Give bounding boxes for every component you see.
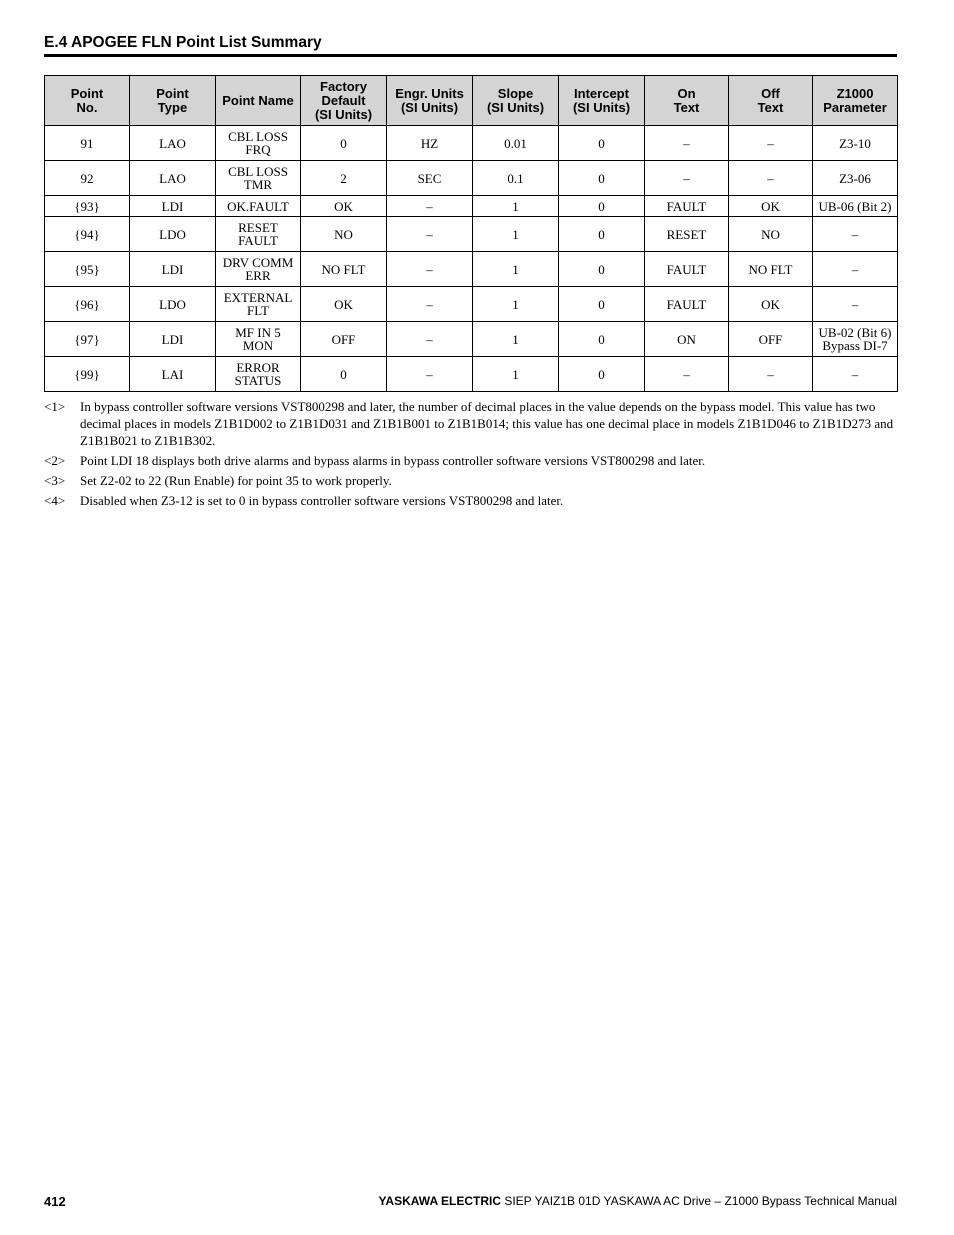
table-cell <box>645 322 729 357</box>
table-cell <box>813 161 898 196</box>
cell-text: – <box>851 261 859 277</box>
header-text: Off <box>761 85 780 101</box>
cell-text: {93} <box>74 198 100 214</box>
cell-text: SEC <box>417 170 442 186</box>
column-header <box>387 76 473 126</box>
footnote-text: Point LDI 18 displays both drive alarms and bypass alarms in bypass controller software versions VST800298 and later. <box>80 453 706 468</box>
table-cell <box>645 217 729 252</box>
column-header <box>301 76 387 126</box>
header-text: Parameter <box>823 99 887 115</box>
table-cell <box>813 126 898 161</box>
table-cell <box>45 252 130 287</box>
table-cell <box>45 196 130 217</box>
table-cell <box>729 217 813 252</box>
cell-text: – <box>851 226 859 242</box>
table-cell <box>729 252 813 287</box>
table-cell <box>729 126 813 161</box>
table-cell <box>813 322 898 357</box>
document-footer <box>379 1194 897 1208</box>
cell-text: OK <box>334 296 353 312</box>
cell-text: CBL LOSS <box>228 164 288 179</box>
cell-text: – <box>683 366 690 382</box>
table-cell <box>45 217 130 252</box>
column-header <box>45 76 130 126</box>
cell-text: {99} <box>74 366 100 382</box>
table-cell <box>473 287 559 322</box>
table-cell <box>559 196 645 217</box>
cell-text: {94} <box>74 226 100 242</box>
cell-text: OK <box>761 296 780 312</box>
table-cell <box>130 161 216 196</box>
table-row <box>45 217 898 252</box>
cell-text: FAULT <box>666 198 707 214</box>
cell-text: 2 <box>340 170 347 186</box>
table-cell <box>45 322 130 357</box>
footnotes <box>44 398 897 512</box>
table-cell <box>130 196 216 217</box>
footer-document-title: SIEP YAIZ1B 01D YASKAWA AC Drive – Z1000 Bypass Technical Manual <box>504 1194 897 1208</box>
footnote-text: Set Z2-02 to 22 (Run Enable) for point 35 to work properly. <box>80 473 392 488</box>
header-text: On <box>677 85 696 101</box>
table-cell <box>559 252 645 287</box>
table-cell <box>645 357 729 392</box>
footnote-marker: <3> <box>44 473 66 488</box>
cell-text: TMR <box>243 177 273 192</box>
column-header <box>473 76 559 126</box>
table-cell <box>645 196 729 217</box>
cell-text: FLT <box>247 303 269 318</box>
cell-text: NO <box>334 226 353 242</box>
cell-text: MON <box>242 338 274 353</box>
table-cell <box>729 196 813 217</box>
footnote <box>44 452 897 469</box>
header-text: Factory <box>320 78 367 94</box>
footnote-text: Disabled when Z3-12 is set to 0 in bypass controller software versions VST800298 and later. <box>80 493 564 508</box>
cell-text: – <box>851 366 859 382</box>
cell-text: – <box>683 170 690 186</box>
table-row <box>45 287 898 322</box>
table-cell <box>473 126 559 161</box>
table-cell <box>645 252 729 287</box>
table-cell <box>559 217 645 252</box>
table-cell <box>216 196 301 217</box>
cell-text: FAULT <box>666 261 707 277</box>
table-cell <box>387 252 473 287</box>
table-cell <box>45 161 130 196</box>
column-header <box>216 76 301 126</box>
cell-text: LDO <box>159 296 186 312</box>
column-header <box>729 76 813 126</box>
header-text: Slope <box>497 85 534 101</box>
cell-text: ERROR <box>236 360 280 375</box>
header-text: No. <box>76 99 98 115</box>
table-cell <box>216 126 301 161</box>
cell-text: – <box>767 366 774 382</box>
cell-text: 0 <box>598 261 605 277</box>
cell-text: LDI <box>161 198 184 214</box>
cell-text: Z3-06 <box>839 170 871 186</box>
table-cell <box>387 161 473 196</box>
column-header <box>645 76 729 126</box>
cell-text: Z3-10 <box>839 135 871 151</box>
cell-text: 1 <box>512 366 519 382</box>
table-cell <box>301 161 387 196</box>
cell-text: ON <box>677 331 696 347</box>
table-row <box>45 161 898 196</box>
cell-text: LAO <box>159 170 186 186</box>
footnote-marker: <4> <box>44 493 66 508</box>
header-text: Point Name <box>222 92 294 108</box>
table-cell <box>216 322 301 357</box>
cell-text: CBL LOSS <box>228 129 288 144</box>
table-cell <box>387 217 473 252</box>
cell-text: DRV COMM <box>222 255 294 270</box>
table-cell <box>130 287 216 322</box>
table-cell <box>387 357 473 392</box>
table-cell <box>729 161 813 196</box>
cell-text: FAULT <box>666 296 707 312</box>
footnote <box>44 492 897 509</box>
cell-text: 1 <box>512 226 519 242</box>
cell-text: – <box>426 366 433 382</box>
table-cell <box>301 126 387 161</box>
header-text: Type <box>157 99 188 115</box>
table-cell <box>45 126 130 161</box>
cell-text: NO FLT <box>748 261 793 277</box>
table-cell <box>130 217 216 252</box>
cell-text: UB-06 (Bit 2) <box>818 198 892 214</box>
cell-text: – <box>426 198 433 214</box>
table-cell <box>301 252 387 287</box>
cell-text: EXTERNAL <box>223 290 293 305</box>
header-text: Point <box>70 85 104 101</box>
cell-text: NO <box>761 226 780 242</box>
cell-text: – <box>767 170 774 186</box>
table-cell <box>216 357 301 392</box>
cell-text: 91 <box>80 135 94 151</box>
cell-text: RESET <box>666 226 707 242</box>
cell-text: – <box>426 226 433 242</box>
table-cell <box>130 357 216 392</box>
table-cell <box>813 287 898 322</box>
cell-text: Bypass DI-7 <box>822 338 888 353</box>
cell-text: {97} <box>74 331 100 347</box>
cell-text: OFF <box>331 331 356 347</box>
table-header-row <box>45 76 898 126</box>
cell-text: {95} <box>74 261 100 277</box>
cell-text: LDI <box>161 331 184 347</box>
table-cell <box>559 287 645 322</box>
cell-text: OK <box>761 198 780 214</box>
table-cell <box>387 322 473 357</box>
table-cell <box>301 357 387 392</box>
table-cell <box>216 287 301 322</box>
header-text: Z1000 <box>836 85 874 101</box>
table-row <box>45 126 898 161</box>
table-cell <box>729 357 813 392</box>
table-cell <box>130 252 216 287</box>
cell-text: 92 <box>80 170 94 186</box>
cell-text: 0 <box>598 226 605 242</box>
table-cell <box>645 161 729 196</box>
header-text: Intercept <box>574 85 629 101</box>
header-text: (SI Units) <box>486 99 545 115</box>
cell-text: 0 <box>598 198 605 214</box>
cell-text: LAI <box>161 366 184 382</box>
column-header <box>559 76 645 126</box>
table-cell <box>216 161 301 196</box>
cell-text: LDI <box>161 261 184 277</box>
cell-text: MF IN 5 <box>235 325 281 340</box>
header-text: Engr. Units <box>395 85 464 101</box>
cell-text: STATUS <box>234 373 282 388</box>
header-text: Default <box>321 92 366 108</box>
cell-text: – <box>426 331 433 347</box>
footnote-text: In bypass controller software versions VST800298 and later, the number of decimal places in the value depends on the bypass model. This value has two decimal places in models Z1B1D002 to Z1B1D031 and Z1B1B001 to Z1B1B014; this value has one decimal place in models Z1B1D046 to Z1B1D273 and Z1B1B021 to Z1B1B302. <box>80 399 894 448</box>
table-cell <box>473 196 559 217</box>
table-cell <box>301 217 387 252</box>
section-title: E.4 APOGEE FLN Point List Summary <box>44 33 897 57</box>
column-header <box>130 76 216 126</box>
table-row <box>45 357 898 392</box>
table-cell <box>301 287 387 322</box>
table-row <box>45 322 898 357</box>
table-cell <box>559 357 645 392</box>
table-cell <box>45 357 130 392</box>
cell-text: 0 <box>598 170 605 186</box>
cell-text: OK <box>334 198 353 214</box>
table-cell <box>216 252 301 287</box>
table-cell <box>645 287 729 322</box>
cell-text: FAULT <box>238 233 278 248</box>
cell-text: OFF <box>758 331 783 347</box>
cell-text: FRQ <box>245 142 271 157</box>
cell-text: – <box>683 135 690 151</box>
cell-text: 0 <box>598 331 605 347</box>
cell-text: 0 <box>340 135 347 151</box>
table-body <box>45 126 898 392</box>
table-cell <box>130 322 216 357</box>
cell-text: 0.1 <box>507 170 524 186</box>
cell-text: – <box>426 261 433 277</box>
cell-text: 1 <box>512 331 519 347</box>
table-cell <box>387 196 473 217</box>
table-cell <box>473 357 559 392</box>
table-cell <box>216 217 301 252</box>
cell-text: 0 <box>598 135 605 151</box>
page-number: 412 <box>44 1194 66 1209</box>
table-cell <box>301 196 387 217</box>
header-text: Text <box>757 99 784 115</box>
table-row <box>45 196 898 217</box>
footnote-marker: <1> <box>44 399 66 414</box>
cell-text: LDO <box>159 226 186 242</box>
cell-text: OK.FAULT <box>227 198 289 214</box>
footnote-marker: <2> <box>44 453 66 468</box>
footnote <box>44 398 897 449</box>
table-cell <box>473 161 559 196</box>
cell-text: 1 <box>512 261 519 277</box>
table-cell <box>645 126 729 161</box>
cell-text: {96} <box>74 296 100 312</box>
cell-text: ERR <box>245 268 271 283</box>
cell-text: 0 <box>598 366 605 382</box>
cell-text: LAO <box>159 135 186 151</box>
table-cell <box>813 217 898 252</box>
header-text: (SI Units) <box>400 99 459 115</box>
table-cell <box>301 322 387 357</box>
point-list-table <box>44 75 898 392</box>
header-text: (SI Units) <box>314 106 373 122</box>
table-cell <box>729 322 813 357</box>
table-cell <box>559 161 645 196</box>
cell-text: HZ <box>420 135 439 151</box>
cell-text: 0 <box>598 296 605 312</box>
column-header <box>813 76 898 126</box>
table-cell <box>813 196 898 217</box>
table-cell <box>473 252 559 287</box>
table-cell <box>473 322 559 357</box>
cell-text: 0.01 <box>504 135 527 151</box>
table-cell <box>387 126 473 161</box>
cell-text: 1 <box>512 296 519 312</box>
cell-text: UB-02 (Bit 6) <box>818 325 892 340</box>
cell-text: – <box>426 296 433 312</box>
header-text: Text <box>673 99 700 115</box>
cell-text: – <box>851 296 859 312</box>
footnote <box>44 472 897 489</box>
table-row <box>45 252 898 287</box>
cell-text: RESET <box>238 220 278 235</box>
table-cell <box>473 217 559 252</box>
cell-text: NO FLT <box>321 261 366 277</box>
header-text: (SI Units) <box>572 99 631 115</box>
table-cell <box>130 126 216 161</box>
table-cell <box>813 357 898 392</box>
footer-brand: YASKAWA ELECTRIC <box>378 1194 501 1208</box>
table-cell <box>729 287 813 322</box>
cell-text: 1 <box>512 198 519 214</box>
table-cell <box>813 252 898 287</box>
table-cell <box>45 287 130 322</box>
cell-text: – <box>767 135 774 151</box>
cell-text: 0 <box>340 366 347 382</box>
table-cell <box>387 287 473 322</box>
header-text: Point <box>156 85 189 101</box>
table-cell <box>559 322 645 357</box>
table-cell <box>559 126 645 161</box>
